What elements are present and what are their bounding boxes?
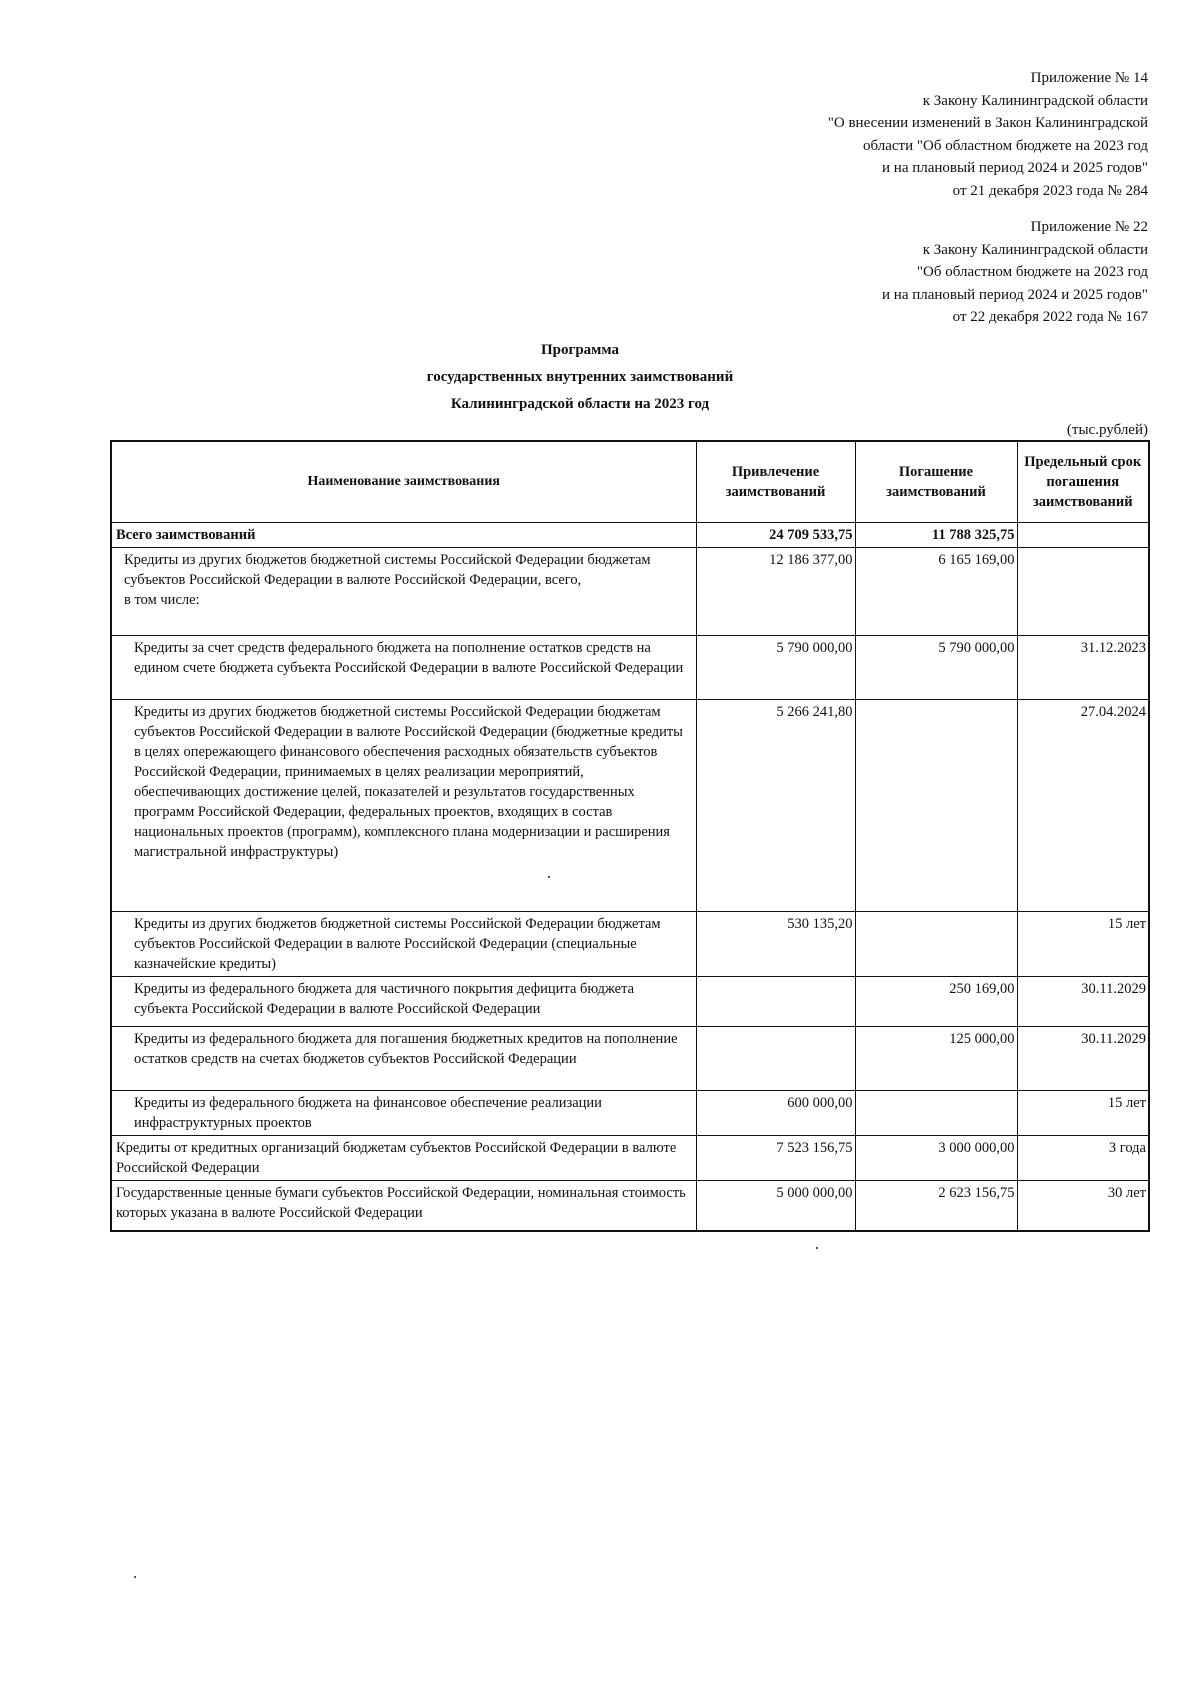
annex-current-line: "О внесении изменений в Закон Калининградской [827,115,1148,131]
row-repayment: 5 790 000,00 [855,636,1017,700]
row-term [1017,523,1149,548]
row-repayment: 125 000,00 [855,1027,1017,1091]
row-name: Государственные ценные бумаги субъектов Российской Федерации, номинальная стоимость которых указана в валюте Российской Федерации [111,1181,696,1231]
row-name: Кредиты из других бюджетов бюджетной системы Российской Федерации бюджетам субъектов Российской Федерации в валюте Российской Федерации (специальные казначейские кредиты) [111,912,696,977]
header-name: Наименование заимствования [111,441,696,523]
row-repayment: 3 000 000,00 [855,1136,1017,1181]
annex-original-line: Приложение № 22 [1030,219,1148,235]
header-term: Предельный срок погашения заимствований [1017,441,1149,523]
annex-original-line: и на плановый период 2024 и 2025 годов" [882,286,1148,303]
row-borrowing: 7 523 156,75 [696,1136,855,1181]
row-repayment: 6 165 169,00 [855,548,1017,636]
row-name-text: Кредиты из других бюджетов бюджетной системы Российской Федерации бюджетам субъектов Российской Федерации в валюте Российской Федерации, всего, [124,552,651,588]
row-term [1017,548,1149,636]
annex-original-line: от 22 декабря 2022 года № 167 [952,309,1148,325]
row-name: Кредиты из федерального бюджета для частичного покрытия дефицита бюджета субъекта Российской Федерации в валюте Российской Федерации [111,977,696,1027]
header-repayment: Погашение заимствований [855,441,1017,523]
row-name: Кредиты из федерального бюджета для погашения бюджетных кредитов на пополнение остатков средств на счетах бюджетов субъектов Российской Федерации [111,1027,696,1091]
scan-speck [548,876,550,878]
table-row [111,977,1149,1027]
annex-current-line: и на плановый период 2024 и 2025 годов" [882,160,1148,176]
row-borrowing: 12 186 377,00 [696,548,855,636]
annex-original-line: "Об областном бюджете на 2023 год [916,264,1148,280]
row-name-extra: в том числе: [124,592,200,608]
table-row [111,1181,1149,1231]
row-repayment: 11 788 325,75 [855,523,1017,548]
borrowing-program-table [110,440,1150,1232]
row-borrowing: 5 790 000,00 [696,636,855,700]
annex-current-line: к Закону Калининградской области [922,92,1148,109]
row-repayment: 2 623 156,75 [855,1181,1017,1231]
row-term: 15 лет [1017,912,1149,977]
row-term: 30 лет [1017,1181,1149,1231]
row-term: 3 года [1017,1136,1149,1181]
row-borrowing [696,1027,855,1091]
table-header-row [111,441,1149,523]
row-name: Кредиты из других бюджетов бюджетной системы Российской Федерации бюджетам субъектов Российской Федерации в валюте Российской Федерации (бюджетные кредиты в целях опережающего финансового обеспечения расходных обязательств субъектов Российской Федерации, принимаемых в целях реализации мероприятий, обеспечивающих достижение целей, показателей и результатов государственных программ Российской Федерации, федеральных проектов, входящих в состав национальных проектов (программ), комплексного плана модернизации и расширения магистральной инфраструктуры) [111,700,696,912]
title-line-1: Программа [541,342,619,358]
row-repayment: 250 169,00 [855,977,1017,1027]
row-name: Всего заимствований [111,523,696,548]
table-row [111,548,1149,636]
scan-speck [134,1576,136,1578]
annex-current-line: от 21 декабря 2023 года № 284 [952,182,1148,199]
row-name: Кредиты из федерального бюджета на финансовое обеспечение реализации инфраструктурных проектов [111,1091,696,1136]
row-term: 27.04.2024 [1017,700,1149,912]
header-borrowing: Привлечение заимствований [696,441,855,523]
row-repayment [855,912,1017,977]
annex-current-line: Приложение № 14 [1030,70,1148,86]
table-row-total [111,523,1149,548]
annex-current-line: области "Об областном бюджете на 2023 год [863,137,1148,154]
table-row [111,1091,1149,1136]
row-borrowing: 5 000 000,00 [696,1181,855,1231]
row-borrowing: 530 135,20 [696,912,855,977]
row-repayment [855,700,1017,912]
units-label: (тыс.рублей) [1066,422,1148,438]
row-name: Кредиты за счет средств федерального бюджета на пополнение остатков средств на едином счете бюджета субъекта Российской Федерации в валюте Российской Федерации [111,636,696,700]
row-term: 15 лет [1017,1091,1149,1136]
row-borrowing [696,977,855,1027]
title-line-3: Калининградской области на 2023 год [450,396,710,412]
row-repayment [855,1091,1017,1136]
table-row [111,1027,1149,1091]
row-borrowing: 5 266 241,80 [696,700,855,912]
row-term: 30.11.2029 [1017,977,1149,1027]
table-row [111,1136,1149,1181]
annex-original-line: к Закону Калининградской области [922,241,1148,258]
row-borrowing: 24 709 533,75 [696,523,855,548]
annex-original [882,216,1148,329]
row-term: 31.12.2023 [1017,636,1149,700]
document-title [0,337,1160,418]
row-name: Кредиты от кредитных организаций бюджетам субъектов Российской Федерации в валюте Российской Федерации [111,1136,696,1181]
table-row [111,912,1149,977]
table-row [111,700,1149,912]
row-borrowing: 600 000,00 [696,1091,855,1136]
annex-current [828,67,1148,202]
table-row [111,636,1149,700]
scan-speck [816,1247,818,1249]
title-line-2: государственных внутренних заимствований [426,369,734,385]
row-name [111,548,696,636]
row-term: 30.11.2029 [1017,1027,1149,1091]
